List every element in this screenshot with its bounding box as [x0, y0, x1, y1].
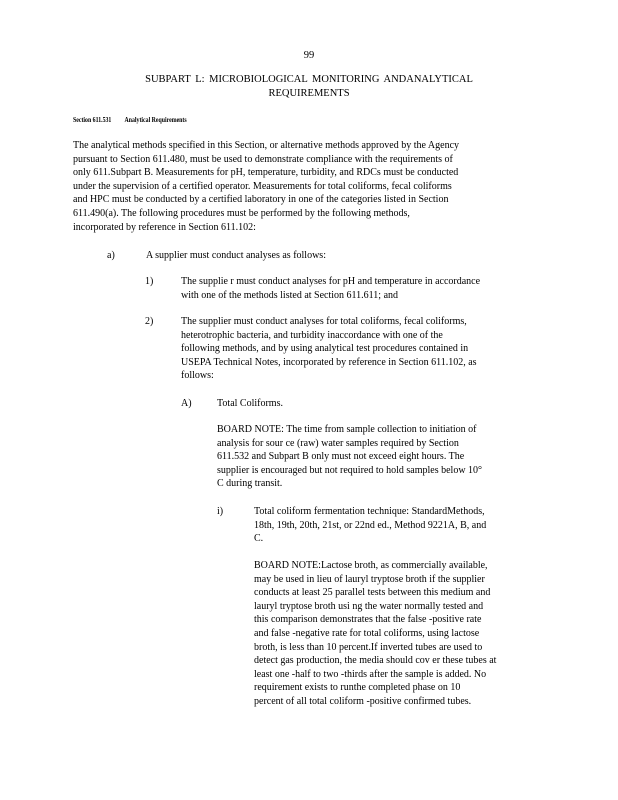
text-line: and HPC must be conducted by a certified laboratory in one of the categories listed in Section — [73, 194, 449, 206]
item-A-text: Total Coliforms. — [217, 398, 283, 409]
text-line: BOARD NOTE: The time from sample collection to initiation of — [217, 424, 477, 435]
item-1-label: 1) — [145, 276, 154, 287]
text-line: USEPA Technical Notes, incorporated by reference in Section 611.102, as — [181, 356, 477, 368]
subpart-title-line: REQUIREMENTS — [268, 88, 350, 99]
section-number: Section 611.531 — [73, 115, 112, 124]
text-line: 611.490(a). The following procedures must be performed by the following methods, — [73, 207, 410, 219]
text-line: incorporated by reference in Section 611.102: — [73, 221, 256, 233]
item-2-text — [181, 315, 536, 383]
item-1-text — [181, 275, 536, 302]
text-line: least one -half to two -thirds after the sample is added. No — [254, 668, 487, 680]
board-note-1 — [217, 423, 537, 491]
item-2-label: 2) — [145, 316, 154, 327]
text-line: C during transit. — [217, 478, 283, 490]
text-line: pursuant to Section 611.480, must be used to demonstrate compliance with the requirements of — [73, 153, 453, 165]
text-line: may be used in lieu of lauryl tryptose broth if the supplier — [254, 573, 485, 585]
text-line: percent of all total coliform -positive confirmed tubes. — [254, 695, 472, 707]
text-line: Total coliform fermentation technique: StandardMethods, — [254, 506, 485, 517]
item-A-label: A) — [181, 398, 192, 409]
text-line: lauryl tryptose broth usi ng the water normally tested and — [254, 600, 484, 612]
subpart-title-line: SUBPART L: MICROBIOLOGICAL MONITORING ANDANALYTICAL — [145, 74, 473, 85]
text-line: analysis for sour ce (raw) water samples required by Section — [217, 437, 459, 449]
text-line: follows: — [181, 370, 214, 382]
intro-paragraph — [73, 139, 533, 234]
text-line: only 611.Subpart B. Measurements for pH, temperature, turbidity, and RDCs must be conducted — [73, 167, 459, 179]
text-line: with one of the methods listed at Section 611.611; and — [181, 289, 399, 301]
item-a-label: a) — [107, 250, 115, 261]
text-line: supplier is encouraged but not required to hold samples below 10° — [217, 464, 483, 476]
text-line: 18th, 19th, 20th, 21st, or 22nd ed., Method 9221A, B, and — [254, 519, 487, 531]
text-line: conducts at least 25 parallel tests between this medium and — [254, 587, 491, 599]
text-line: 611.532 and Subpart B only must not exceed eight hours. The — [217, 451, 465, 463]
text-line: requirement exists to runthe completed phase on 10 — [254, 682, 461, 694]
text-line: The supplie r must conduct analyses for pH and temperature in accordance — [181, 276, 481, 287]
text-line: this comparison demonstrates that the false -positive rate — [254, 614, 482, 626]
subpart-title — [60, 73, 558, 101]
text-line: BOARD NOTE:Lactose broth, as commercially available, — [254, 560, 488, 571]
item-a-text: A supplier must conduct analyses as follows: — [146, 250, 326, 261]
page-number: 99 — [303, 50, 315, 61]
text-line: under the supervision of a certified operator. Measurements for total coliforms, fecal coliforms — [73, 180, 452, 192]
text-line: following methods, and by using analytical test procedures contained in — [181, 343, 469, 355]
text-line: The analytical methods specified in this Section, or alternative methods approved by the Agency — [73, 140, 460, 151]
board-note-2 — [254, 559, 544, 709]
section-title: Analytical Requirements — [124, 115, 187, 124]
text-line: detect gas production, the media should cov er these tubes at — [254, 655, 497, 667]
item-i-label: i) — [217, 506, 224, 517]
text-line: and false -negative rate for total coliforms, using lactose — [254, 627, 480, 639]
text-line: The supplier must conduct analyses for total coliforms, fecal coliforms, — [181, 316, 467, 327]
text-line: C. — [254, 533, 264, 545]
item-i-text — [254, 505, 534, 546]
text-line: broth, is less than 10 percent.If inverted tubes are used to — [254, 641, 483, 653]
text-line: heterotrophic bacteria, and turbidity inaccordance with one of the — [181, 329, 443, 341]
section-heading — [73, 115, 187, 124]
